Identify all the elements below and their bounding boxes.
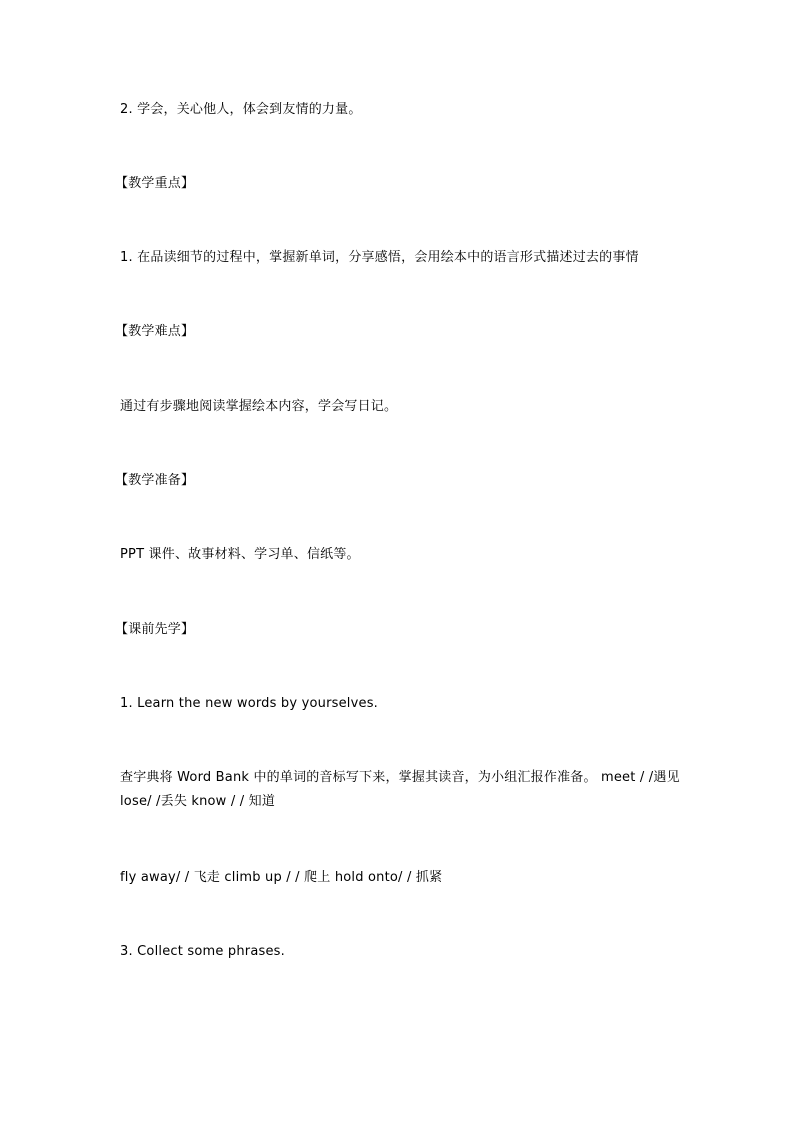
- phrase-list: fly away/ / 飞走 climb up / / 爬上 hold onto/ / 抓紧: [120, 870, 443, 885]
- difficulty-text: 通过有步骤地阅读掌握绘本内容，学会写日记。: [120, 399, 398, 414]
- pre-study-item-1: 1. Learn the new words by yourselves.: [120, 696, 379, 711]
- objective-item-2: 2. 学会，关心他人，体会到友情的力量。: [120, 102, 362, 117]
- pre-study-item-3: 3. Collect some phrases.: [120, 944, 285, 959]
- section-heading-preparation: 【教学准备】: [115, 473, 195, 488]
- dictionary-instruction: 查字典将 Word Bank 中的单词的音标写下来，掌握其读音，为小组汇报作准备。 meet / /遇见 lose/ /丢失 know / / 知道: [120, 770, 680, 809]
- section-heading-pre-study: 【课前先学】: [115, 622, 195, 637]
- preparation-text: PPT 课件、故事材料、学习单、信纸等。: [120, 547, 360, 562]
- section-heading-difficulties: 【教学难点】: [115, 324, 195, 339]
- section-heading-key-points: 【教学重点】: [115, 176, 195, 191]
- key-point-item-1: 1. 在品读细节的过程中，掌握新单词，分享感悟，会用绘本中的语言形式描述过去的事情: [120, 250, 639, 265]
